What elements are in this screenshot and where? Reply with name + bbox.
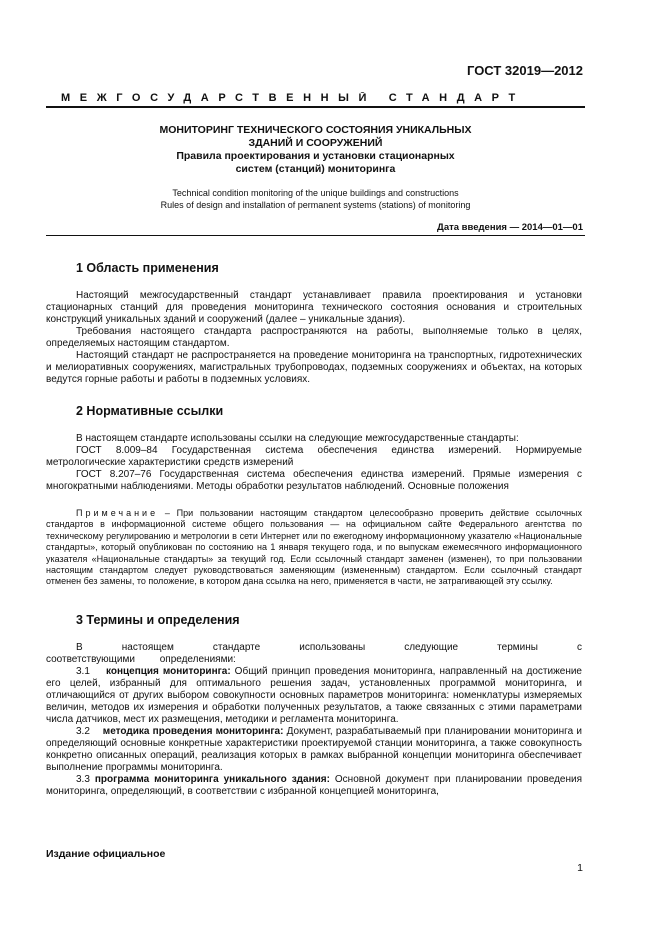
title-ru-line: МОНИТОРИНГ ТЕХНИЧЕСКОГО СОСТОЯНИЯ УНИКАЛЬНЫХ	[159, 124, 472, 136]
subtitle-ru-line: Правила проектирования и установки стационарных	[176, 150, 455, 162]
term-number: 3.2	[76, 726, 90, 737]
date-rule	[46, 235, 585, 236]
paragraph: ГОСТ 8.009–84 Государственная система обеспечения единства измерений. Нормируемые метрологические характеристики средств измерений	[46, 445, 582, 468]
term-title: концепция мониторинга:	[105, 666, 231, 677]
term-entry	[46, 666, 582, 726]
paragraph: В настоящем стандарте использованы следующие термины с соответствующими определениями:	[46, 642, 582, 665]
term-entry	[46, 726, 582, 774]
note-block	[46, 508, 582, 588]
term-definition: Общий принцип проведения мониторинга, направленный на достижение его целей, избранный для оптимального решения задач, установленных программой мониторинга, и отличающийся от других выбором совокупности основных параметров мониторинга: номенклатуры измеряемых величин, методов их измерения и обработки полученных результатов, а также связанных с этими параметрами числа датчиков, мест их размещения, методики и регламента мониторинга.	[46, 666, 582, 725]
document-number: ГОСТ 32019—2012	[467, 63, 583, 78]
subtitle-ru-line: систем (станций) мониторинга	[235, 163, 396, 175]
note-label: Примечание	[76, 508, 159, 518]
note-paragraph	[46, 508, 582, 588]
term-number: 3.1	[76, 666, 90, 677]
term-definition: Основной документ при планировании проведения мониторинга, определяющий, в соответствии с избранной концепцией мониторинга,	[46, 774, 583, 797]
title-en	[46, 187, 585, 211]
title-block	[46, 124, 585, 211]
note-text: – При пользовании настоящим стандартом целесообразно проверить действие ссылочных стандартов в информационной системе общего пользования — на официальном сайте Федерального агентства по техническому регулированию и метрологии в сети Интернет или по ежегодному информационному указателю «Национальные стандарты», который опубликован по состоянию на 1 января текущего года, и по выпускам ежемесячного информационного указателя «Национальные стандарты» за текущий год. Если ссылочный стандарт заменен (изменен), то при пользовании настоящим стандартом следует руководствоваться заменяющим (измененным) стандартом. Если ссылочный стандарт отменен без замены, то положение, в котором дана ссылка на него, применяется в части, не затрагивающей эту ссылку.	[46, 508, 582, 587]
section-2-body	[46, 433, 582, 493]
section-1-heading: 1 Область применения	[76, 261, 219, 275]
page-number: 1	[577, 862, 583, 874]
standard-type-heading: МЕЖГОСУДАРСТВЕННЫЙ СТАНДАРТ	[61, 92, 525, 104]
paragraph: Требования настоящего стандарта распространяются на работы, выполняемые только в целях, определяемых настоящим стандартом.	[46, 326, 582, 349]
section-1-body	[46, 290, 582, 386]
title-ru-line: ЗДАНИЙ И СООРУЖЕНИЙ	[248, 137, 383, 149]
paragraph: Настоящий стандарт не распространяется на проведение мониторинга на транспортных, гидротехнических и мелиоративных сооружениях, магистральных трубопроводах, подземных сооружениях и объектах, на которых ведутся горные работы и работы в подземных условиях.	[46, 350, 582, 385]
term-definition: Документ, разрабатываемый при планировании мониторинга и определяющий основные конкретные характеристики проектируемой станции мониторинга, а также совокупность конкретно описанных операций, реализация которых в рамках выбранной концепции мониторинга обеспечивает выполнение программы мониторинга.	[46, 726, 582, 773]
term-entry	[46, 774, 582, 798]
term-title: программа мониторинга уникального здания:	[94, 774, 330, 785]
section-3-heading: 3 Термины и определения	[76, 613, 240, 627]
section-3-body	[46, 642, 582, 798]
header-rule	[46, 106, 585, 108]
paragraph: Настоящий межгосударственный стандарт устанавливает правила проектирования и установки стационарных станций для проведения мониторинга технического состояния основания и строительных конструкций уникальных зданий и сооружений (далее – уникальные здания).	[46, 290, 582, 325]
section-2-heading: 2 Нормативные ссылки	[76, 404, 224, 418]
term-number: 3.3	[76, 774, 90, 785]
paragraph: В настоящем стандарте использованы ссылки на следующие межгосударственные стандарты:	[76, 433, 519, 444]
paragraph: ГОСТ 8.207–76 Государственная система обеспечения единства измерений. Прямые измерения с многократными наблюдениями. Методы обработки результатов наблюдений. Основные положения	[46, 469, 582, 492]
introduction-date: Дата введения — 2014—01—01	[437, 222, 583, 233]
term-title: методика проведения мониторинга:	[102, 726, 284, 737]
title-en-line: Rules of design and installation of permanent systems (stations) of monitoring	[160, 200, 471, 210]
title-en-line: Technical condition monitoring of the unique buildings and constructions	[172, 188, 459, 198]
edition-label: Издание официальное	[46, 848, 166, 860]
